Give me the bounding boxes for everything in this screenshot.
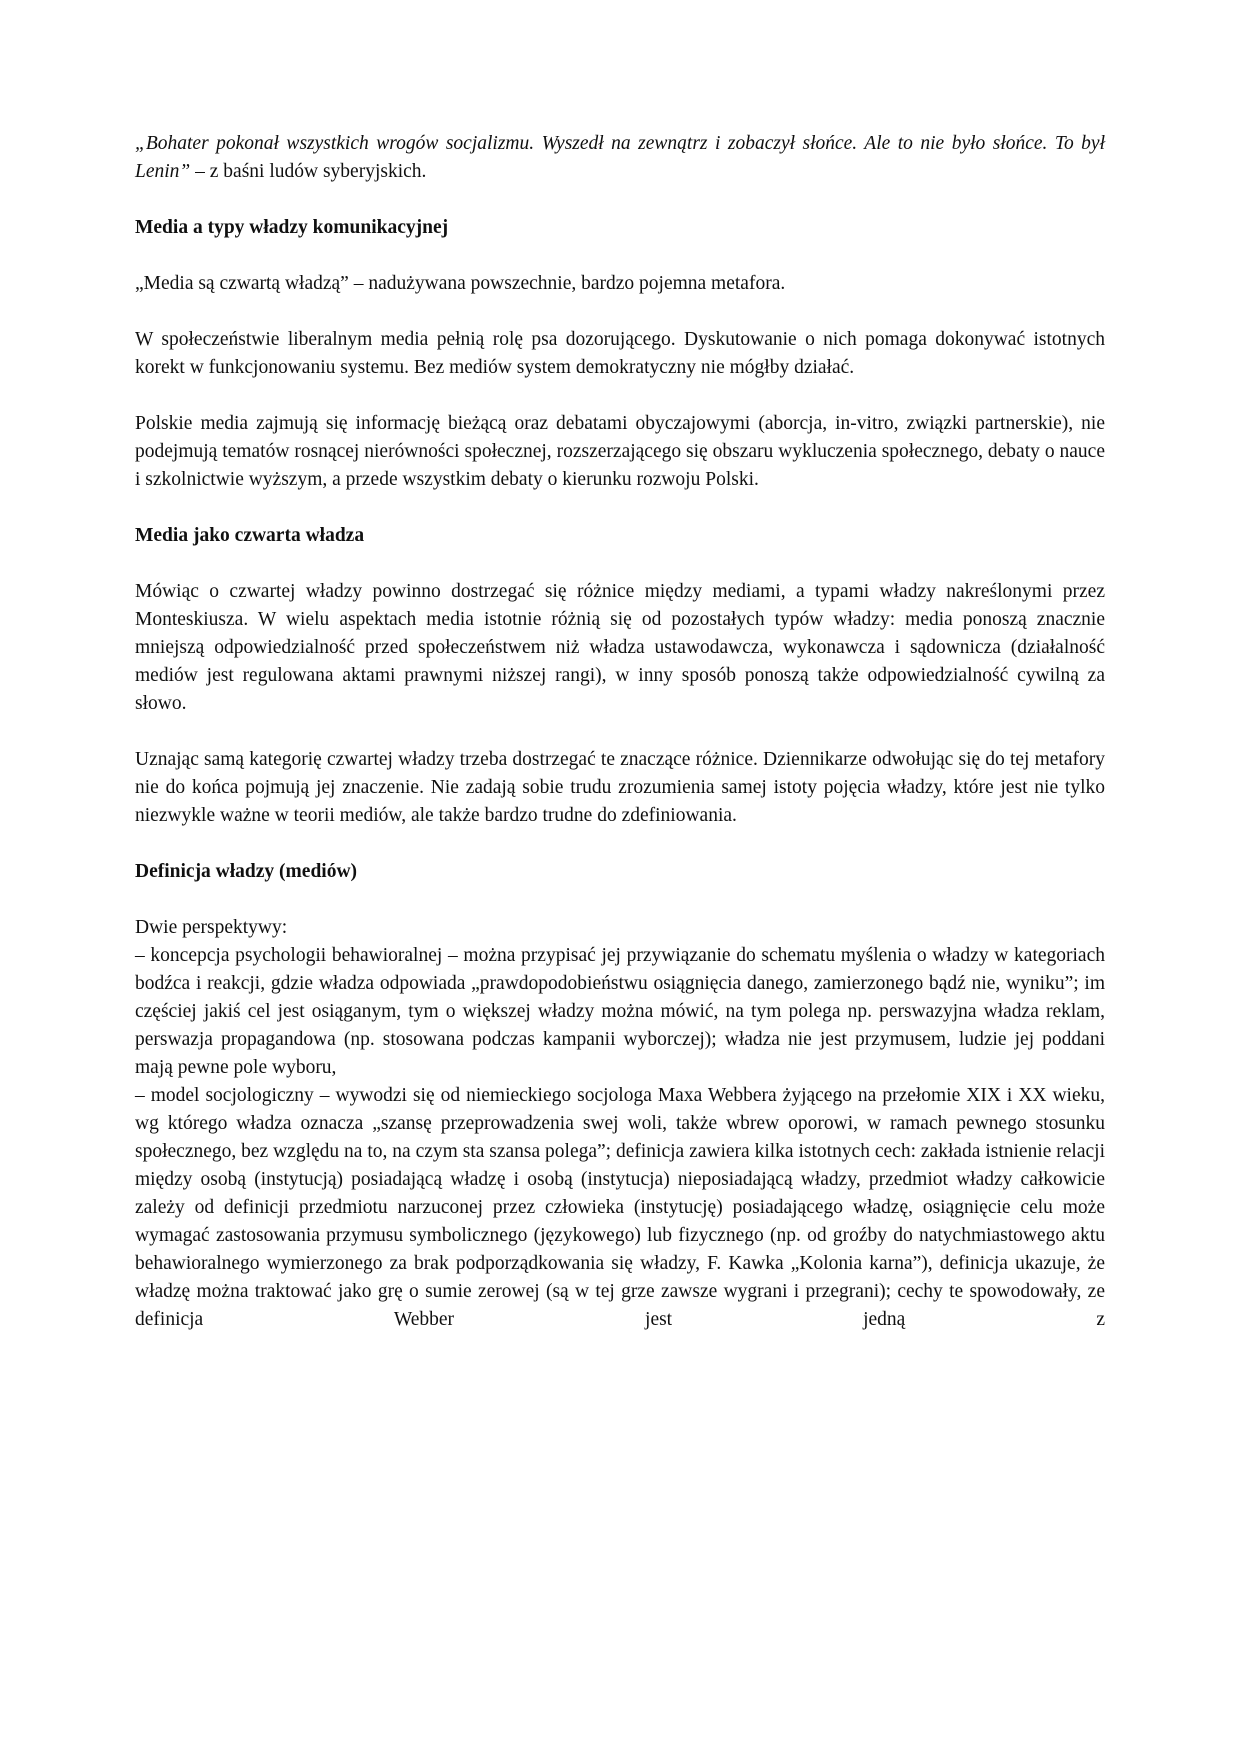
line-dwie-perspektywy: Dwie perspektywy: [135,917,288,938]
paragraph-uznajac-kategorie: Uznając samą kategorię czwartej władzy trzeba dostrzegać te znaczące różnice. Dziennikarze odwołując się do tej metafory nie do końca pojmują jej znaczenie. Nie zadają sobie trudu zrozumienia samej istoty pojęcia władzy, które jest nie tylko niezwykle ważne w teorii mediów, ale także bardzo trudne do zdefiniowania. [135,749,1105,826]
epigraph-quote: „Bohater pokonał wszystkich wrogów socjalizmu. Wyszedł na zewnątrz i zobaczył słońce. Ale to nie było słońce. To był Lenin” [135,133,1105,182]
paragraph-spoleczenstwo-liberalne: W społeczeństwie liberalnym media pełnią rolę psa dozorującego. Dyskutowanie o nich pomaga dokonywać istotnych korekt w funkcjonowaniu systemu. Bez mediów system demokratyczny nie mógłby działać. [135,329,1105,378]
paragraph-czwarta-wladza-metafora: „Media są czwartą władzą” – nadużywana powszechnie, bardzo pojemna metafora. [135,273,786,294]
list-item-model-socjologiczny: – model socjologiczny – wywodzi się od niemieckiego socjologa Maxa Webbera żyjącego na przełomie XIX i XX wieku, wg którego władza oznacza „szansę przeprowadzenia swej woli, także wbrew oporowi, w ramach pewnego stosunku społecznego, bez względu na to, na czym sta szansa polega”; definicja zawiera kilka istotnych cech: zakłada istnienie relacji między osobą (instytucją) posiadającą władzę i osobą (instytucja) nieposiadającą władzy, przedmiot władzy całkowicie zależy od definicji przedmiotu narzuconej przez człowieka (instytucję) posiadającego władzę, osiągnięcie celu może wymagać zastosowania przymusu symbolicznego (językowego) lub fizycznego (np. od groźby do natychmiastowego aktu behawioralnego wymierzonego za brak podporządkowania się władzy, F. Kawka „Kolonia karna”), definicja ukazuje, że władzę można traktować jako grę o sumie zerowej (są w tej grze zawsze wygrani i przegrani); cechy te spowodowały, ze definicja Webber jest jedną z [135,1085,1105,1330]
paragraph-monteskiusz: Mówiąc o czwartej władzy powinno dostrzegać się różnice między mediami, a typami władzy nakreślonymi przez Monteskiusza. W wielu aspektach media istotnie różnią się od pozostałych typów władzy: media ponoszą znacznie mniejszą odpowiedzialność przed społeczeństwem niż władza ustawodawcza, wykonawcza i sądownicza (działalność mediów jest regulowana aktami prawnymi niższej rangi), w inny sposób ponoszą także odpowiedzialność cywilną za słowo. [135,581,1105,714]
epigraph [135,130,1105,186]
paragraph-polskie-media: Polskie media zajmują się informację bieżącą oraz debatami obyczajowymi (aborcja, in-vitro, związki partnerskie), nie podejmują tematów rosnącej nierówności społecznej, rozszerzającego się obszaru wykluczenia społecznego, debaty o nauce i szkolnictwie wyższym, a przede wszystkim debaty o kierunku rozwoju Polski. [135,413,1105,490]
heading-media-a-typy-wladzy: Media a typy władzy komunikacyjnej [135,217,449,238]
perspectives-group [135,914,1105,1334]
heading-definicja-wladzy: Definicja władzy (mediów) [135,861,358,882]
epigraph-attribution: – z baśni ludów syberyjskich. [190,161,427,182]
heading-media-jako-czwarta-wladza: Media jako czwarta władza [135,525,365,546]
list-item-koncepcja-behawioralna: – koncepcja psychologii behawioralnej – można przypisać jej przywiązanie do schematu myślenia o władzy w kategoriach bodźca i reakcji, gdzie władza odpowiada „prawdopodobieństwu osiągnięcia danego, zamierzonego bądź nie, wyniku”; im częściej jakiś cel jest osiąganym, tym o większej władzy można mówić, na tym polega np. perswazyjna władza reklam, perswazja propagandowa (np. stosowana podczas kampanii wyborczej); władza nie jest przymusem, ludzie jej poddani mają pewne pole wyboru, [135,945,1105,1078]
